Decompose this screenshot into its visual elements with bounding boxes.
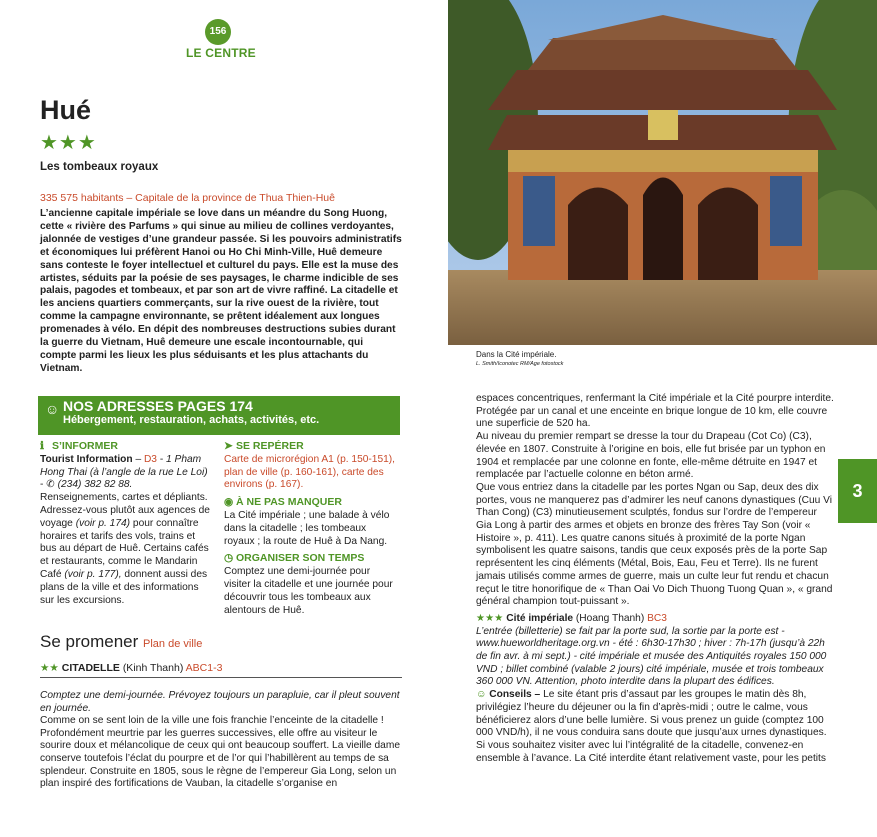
section-title: LE CENTRE: [186, 46, 256, 60]
citadelle-heading: [40, 662, 402, 678]
informer-text: Tourist Information – D3 - 1 Pham Hong Thai (à l’angle de la rue Le Loi) - ✆ (234) 382 82 88. Renseignements, cartes et dépliants. Adressez-vous plutôt aux agences de voyage (voir p. 174) pour connaître horaires et tarifs des vols, trains et bus au départ de Huê. Certains cafés et restaurants, comme le Mandarin Café (voir p. 177), donnent aussi des plans de la ville et des informations sur les excursions.: [40, 453, 210, 606]
reperer-title: SE REPÉRER: [236, 440, 304, 452]
citadelle-tip: Comptez une demi-journée. Prévoyez toujours un parapluie, car il pleut souvent en journée.: [40, 690, 400, 714]
citadelle-name: CITADELLE: [61, 662, 120, 674]
manquer-text: La Cité impériale ; une balade à vélo dans la citadelle ; les tombeaux royaux ; la route de Huê à Da Nang.: [224, 509, 390, 547]
citadelle-local-name: (Kinh Thanh): [122, 662, 184, 674]
informer-voir-1: (voir p. 174): [75, 517, 131, 529]
photo-caption: Dans la Cité impériale.: [476, 350, 557, 359]
clock-icon: ◷: [224, 552, 234, 565]
photo-credit: L. Smith/Iconotec RM/Age fotostock: [476, 361, 564, 367]
rating-stars: ★★★: [40, 132, 97, 154]
cite-local-name: (Hoang Thanh): [575, 612, 645, 624]
right-paragraph-1: espaces concentriques, renfermant la Cité impériale et la Cité pourpre interdite. Protégée par un canal et une enceinte en brique longue de 10 km, elle couvre une superficie de 520 ha.: [476, 393, 834, 430]
citadelle-description: Comme on se sent loin de la ville une fois franchie l’enceinte de la citadelle ! Profondément meurtrie par les guerres successives, elle offre au visiteur le sourire doux et mélancolique de ceux qui ont beaucoup souffert. La vieille dame conserve toutefois l’éclat du pourpre et de l’or qui l’habillèrent au temps de sa splendeur. Construite en 1805, sous le règne de l’empereur Gia Long, selon un plan inspiré des fortifications de Vauban, la citadelle s’organise en: [40, 715, 400, 790]
city-meta: 335 575 habitants – Capitale de la province de Thua Thien-Huê: [40, 192, 335, 204]
intro-paragraph: L’ancienne capitale impériale se love dans un méandre du Song Huong, cette « rivière des Parfums » qui sinue au milieu de collines verdoyantes, jalonnée de vestiges d’une grandeur passée. Si les pouvoirs administratifs et économiques lui préfèrent Hanoi ou Ho Chi Minh-Ville, Huê demeure sans conteste le foyer intellectuel et culturel du pays. Elle est la muse des artistes, séduits par la poésie de ses paysages, le charme indicible de ses palais, pagodes et tombeaux, et par son art de vivre raffiné. La citadelle et les anciens quartiers commerçants, sur la rive ouest de la rivière, tout comme la campagne environnante, se prêtent idéalement aux longues promenades à vélo. En dépit des nombreuses destructions subies durant la guerre du Vietnam, Huê demeure une escale incontournable, qui compte parmi les lieux les plus séduisants et les plus attachants du Vietnam.: [40, 208, 402, 374]
imperial-city-photo: [448, 0, 877, 345]
cite-name: Cité impériale: [506, 612, 574, 624]
informer-heading: [40, 440, 210, 453]
addresses-banner: [38, 396, 400, 435]
office-ref: D3: [143, 453, 157, 465]
chapter-tab: 3: [838, 459, 877, 523]
citadelle-stars: ★★: [40, 662, 59, 674]
reperer-heading: [224, 440, 399, 453]
informer-body-2: pour connaître horaires et tarifs des vols, trains et bus au départ de Huê. Certains cafés et restaurants, comme le Mandarin Café: [40, 517, 209, 580]
office-address: 1 Pham Hong Thai (à l’angle de la rue Le Loi): [40, 453, 208, 478]
manquer-heading: [224, 496, 399, 509]
cite-ref: BC3: [647, 612, 667, 624]
cite-stars: ★★★: [476, 612, 504, 624]
eye-icon: ◉: [224, 496, 234, 509]
page-number-badge: 156: [205, 19, 231, 45]
organiser-text: Comptez une demi-journée pour visiter la citadelle et une journée pour découvrir tous les tombeaux aux alentours de Huê.: [224, 566, 393, 616]
manquer-title: À NE PAS MANQUER: [236, 496, 342, 509]
informer-column: [40, 440, 210, 607]
office-name: Tourist Information: [40, 453, 133, 465]
phone-icon: ✆: [46, 479, 55, 491]
reperer-text: Carte de microrégion A1 (p. 150-151), plan de ville (p. 160-161), carte des environs (p. 167).: [224, 453, 396, 491]
right-info-column: [224, 440, 399, 617]
informer-voir-2: (voir p. 177),: [64, 568, 122, 580]
citadelle-body: [40, 690, 402, 791]
promener-title: Se promener: [40, 632, 139, 651]
info-icon: ℹ: [40, 440, 44, 452]
cite-heading: [476, 613, 834, 626]
cite-info: L’entrée (billetterie) se fait par la porte sud, la sortie par la porte est - www.hueworldheritage.org.vn - été : 6h30-17h30 ; hiver : 7h-17h (jusqu’à 22h de fin avr. à mi sept.) - cité impériale et musée des Antiquités royales 150 000 VND ; billet combiné (valable 2 jours) cité impériale, musée et trois tombeaux 360 000 VN. Attention, photo interdite dans la plupart des édifices.: [476, 625, 827, 688]
right-column-text: [476, 393, 834, 765]
organiser-title: ORGANISER SON TEMPS: [236, 552, 365, 565]
informer-body-3: donnent aussi des plans de la ville et des informations sur les excursions.: [40, 568, 208, 606]
tip-icon: ☺: [476, 689, 487, 701]
citadelle-ref: ABC1-3: [185, 662, 223, 674]
chat-icon: ☺: [45, 401, 60, 417]
organiser-heading: [224, 552, 399, 565]
promener-heading: [40, 632, 202, 652]
office-phone: (234) 382 82 88.: [57, 479, 133, 491]
city-title: Hué: [40, 95, 92, 125]
right-paragraph-2: Au niveau du premier rempart se dresse la tour du Drapeau (Cot Co) (C3), élevée en 1807. Construite à l’origine en bois, elle fut brisée par un typhon en 1904 et remplacée par une colonne en fonte, elle-même détruite en 1947 et remplacée par l’actuelle colonne en béton armé.: [476, 431, 826, 481]
conseils-label: Conseils –: [489, 689, 541, 701]
right-paragraph-3: Que vous entriez dans la citadelle par les portes Ngan ou Sap, deux des dix portes, vous ne manquerez pas d’admirer les neuf canons dynastiques (Cuu Vi Than Cong) (C3) minutieusement sculptés, fondus sur l’ordre de l’empereur Gia Long à partir des armes et objets en bronze des frères Tay Son (voir « Histoire », p. 411). Les quatre canons situés à proximité de la porte Ngan symbolisent les quatre saisons, tandis que ceux exposés près de la porte Sap représentent les cinq éléments (Métal, Bois, Eau, Feu et Terre). Ils ne furent jamais utilisés comme armes de guerre, mais un culte leur fut rendu et chacun reçut le titre honorifique de « Than Oai Vo Dich Thuong Tuong Quan », « grand général champion tout-puissant ».: [476, 481, 833, 608]
addresses-subtitle: Hébergement, restauration, achats, activités, etc.: [63, 414, 320, 426]
city-subtitle: Les tombeaux royaux: [40, 161, 159, 173]
conseils-paragraph: [476, 689, 834, 765]
compass-icon: ➤: [224, 440, 233, 452]
informer-body-1: Renseignements, cartes et dépliants. Adressez-vous plutôt aux agences de voyage: [40, 492, 210, 529]
informer-title: S’INFORMER: [52, 440, 118, 452]
conseils-text: Le site étant pris d’assaut par les groupes le matin dès 8h, privilégiez l’heure du déjeuner ou la fin d’après-midi ; outre le calme, vous bénéficierez alors d’une belle lumière. Si vous prenez un guide (comptez 100 000 VND/h), il ne vous conduira sans doute que jusqu’aux urnes dynastiques. Si vous souhaitez visiter avec lui l’intégralité de la citadelle, convenez-en ensemble à l’avance. La Cité interdite étant relativement vaste, pour les petits: [476, 689, 827, 764]
promener-map-link[interactable]: Plan de ville: [143, 638, 203, 650]
addresses-title: NOS ADRESSES PAGES 174: [63, 398, 253, 414]
